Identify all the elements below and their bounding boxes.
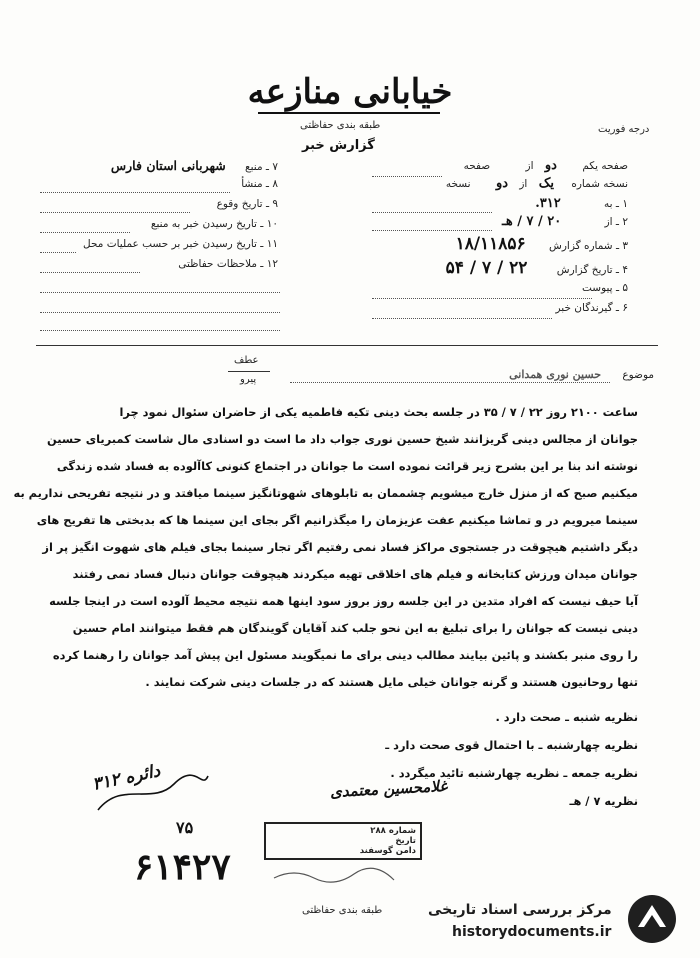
opinion-line: نظریه شنبه ـ صحت دارد . (495, 710, 638, 724)
opinion-line: نظریه ۷ / هـ (569, 794, 638, 808)
field-security-notes: ۱۲ ـ ملاحظات حفاظتی (178, 258, 278, 270)
body-line: میکنیم صبح که از منزل خارج میشویم چشممان به تابلوهای شهوتانگیز سینما میافتد و در نتیجه تفریحی نداریم به (13, 486, 638, 500)
signature-scribble (92, 770, 212, 816)
stamp-line: تاریخ (395, 836, 416, 846)
number-large: ۶۱۴۲۷ (134, 846, 231, 888)
stamp-line: شماره ۲۸۸ (370, 826, 416, 836)
header-divider (36, 345, 658, 346)
body-line: را روی منبر بکشند و پائین بیایند مطالب دینی برای ما نمیگویند مسئول این پیش آمد جوانان را رهنما کرده (52, 648, 638, 662)
body-line: دیگر داشتیم هیچوقت در جستجوی مراکز فساد نمی رفتیم اگر تجار سینما بجای فیلم های شهوت انگیز پر از (42, 540, 638, 554)
field-report-date: ۴ ـ تاریخ گزارش ۲۲ / ۷ / ۵۴ (445, 258, 628, 278)
archive-logo-icon (626, 893, 684, 945)
field-occurrence-date: ۹ ـ تاریخ وقوع (216, 198, 278, 210)
opinion-line: نظریه چهارشنبه ـ با احتمال قوی صحت دارد ـ (385, 738, 638, 752)
subject-line: موضوع حسین نوری همدانی (509, 368, 654, 381)
field-page: صفحه یکم دو از صفحه (463, 158, 628, 173)
field-attachment: ۵ ـ پیوست (581, 282, 628, 294)
form-title: گزارش خبر (302, 138, 375, 153)
field-received-operations: ۱۱ ـ تاریخ رسیدن خبر بر حسب عملیات محل (83, 238, 278, 250)
number-small: ۷۵ (176, 818, 194, 837)
received-stamp (264, 822, 422, 860)
body-line: سینما میرویم در و تماشا میکنیم عفت عزیزمان را میگذرانیم اگر بجای این سینما ها که بدبختی ها تفریح های (36, 513, 638, 527)
stamp-line: دامن گوسفند (359, 846, 416, 856)
stamp-smudge (270, 858, 420, 888)
body-line: ساعت ۲۱۰۰ روز ۲۲ / ۷ / ۳۵ در جلسه بحث دینی تکیه فاطمیه یکی از حاضران سئوال نمود چرا (119, 405, 638, 419)
title-underline (258, 112, 440, 114)
signature-bottom: غلامحسین معتمدی (329, 776, 448, 802)
logo-url: historydocuments.ir (452, 924, 612, 940)
signature-left: دائره ۳۱۲ (90, 761, 162, 795)
field-received-by-source: ۱۰ ـ تاریخ رسیدن خبر به منبع (150, 218, 278, 230)
field-to: ۱ ـ به ۳۱۲. (535, 196, 628, 211)
pairow-label: پیرو (240, 374, 257, 385)
field-origin: ۸ ـ منشأ (241, 178, 278, 190)
opinion-line: نظریه جمعه ـ نظریه چهارشنبه تائید میگردد . (390, 766, 638, 780)
priority-label: درجه فوریت (598, 124, 650, 135)
logo-title: مرکز بررسی اسناد تاریخی (428, 902, 612, 918)
field-copy: نسخه شماره یک از دو نسخه (445, 176, 628, 191)
body-line: نوشته اند بنا بر این بشرح زیر قرائت نموده است ما جوانان در اجتماع کنونی کاآلوده به فساد شده زندگی (56, 459, 638, 473)
atf-label: عطف (234, 355, 259, 366)
body-line: دینی نیست که جوانان را برای تبلیغ به این نحو جلب کند آقایان گویندگان هم فقط میتوانند امام حسین (72, 621, 638, 635)
field-report-number: ۳ ـ شماره گزارش ۱۸/۱۱۸۵۶ (455, 234, 628, 254)
field-source: ۷ ـ منبع شهربانی استان فارس (110, 158, 278, 173)
body-line: تنها روحانیون هستند و گرنه جوانان خیلی مایل هستند که در جلسات دینی شرکت نمایند . (145, 675, 638, 689)
body-line: آیا حیف نیست که افراد متدین در این جلسه روز بروز سود اینها همه نتیجه محیط آلوده است در اینجا جلسه (49, 594, 638, 608)
body-line: جوانان میدان ورزش کتابخانه و فیلم های اخلاقی تهیه میکردند هیچوقت جوانان دنبال فساد نمی رفتند (72, 567, 638, 581)
classification-bottom: طبقه بندی حفاظتی (302, 905, 383, 916)
classification-top: طبقه بندی حفاظتی (300, 120, 381, 131)
handwritten-title: خیابانی منازعه (247, 72, 453, 112)
field-from: ۲ ـ از ۲۰ / ۷ / هـ (502, 214, 628, 229)
field-recipients: ۶ ـ گیرندگان خبر (555, 302, 628, 314)
body-line: جوانان از مجالس دینی گریزانند شیخ حسین نوری جواب داد ما است دو اسنادی مال شاست کمبریای حسین (47, 432, 638, 446)
